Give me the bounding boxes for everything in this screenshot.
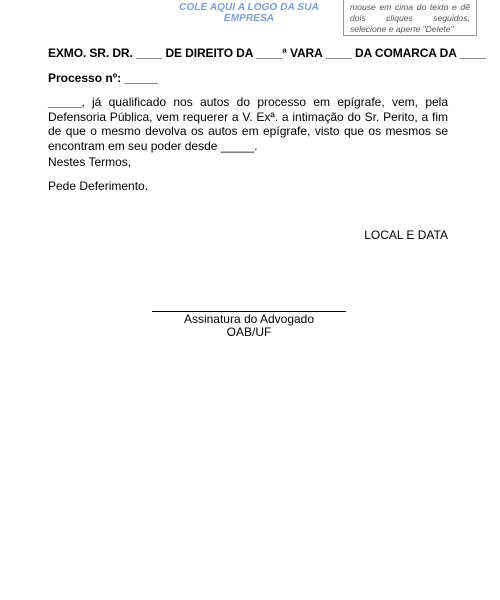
closing-text: Nestes Termos, — [48, 155, 132, 169]
signature-registration: OAB/UF — [226, 325, 272, 339]
logo-placeholder: COLE AQUI A LOGO DA SUA EMPRESA — [179, 2, 319, 24]
instruction-note: mouse em cima do texto e dê dois cliques seguidos, selecione e aperte "Delete" — [343, 0, 477, 36]
request-text: Pede Deferimento. — [48, 179, 149, 193]
body-text: , já qualificado nos autos do processo em epígrafe, vem, pela Defensoria Pública, vem requerer a V. Exª. a intimação do Sr. Perito, a fim de que o mesmo devolva os autos em epígrafe, visto que os mesmos se encontram em seu poder desde _____. — [48, 95, 448, 153]
body-paragraph — [48, 95, 448, 153]
addressee-heading: EXMO. SR. DR. ____ DE DIREITO DA ____ª VARA ____ DA COMARCA DA ____ — [48, 46, 486, 60]
process-number-line: Processo nº: _____ — [48, 71, 158, 85]
party-name-blank: _____ — [48, 95, 82, 109]
signature-name: Assinatura do Advogado — [183, 312, 315, 326]
place-date-text: LOCAL E DATA — [364, 228, 448, 242]
